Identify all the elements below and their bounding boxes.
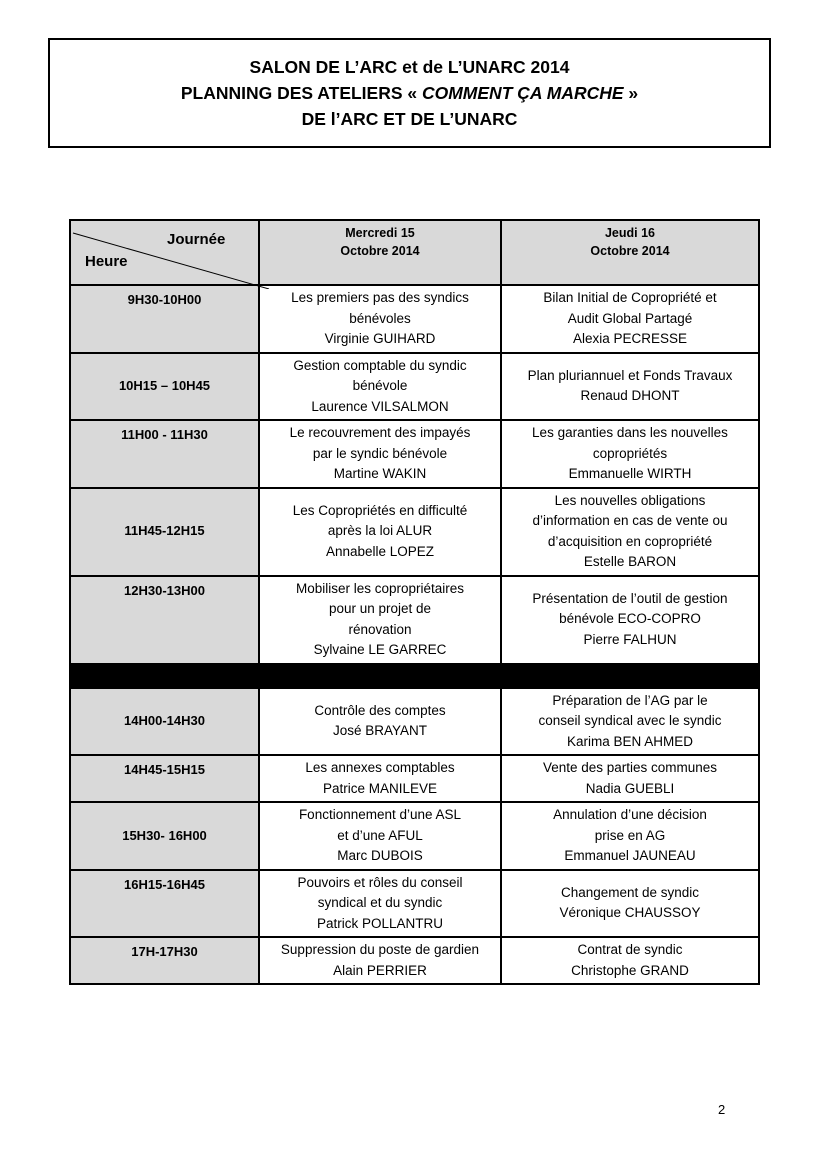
day-name: Mercredi 15 <box>345 226 415 240</box>
time-slot: 12H30-13H00 <box>70 576 259 664</box>
workshop-line: rénovation <box>348 621 412 637</box>
workshop-cell-thursday <box>501 420 759 488</box>
table-row <box>70 353 759 421</box>
workshop-line: Renaud DHONT <box>580 388 680 404</box>
workshop-line: Nadia GUEBLI <box>585 780 675 796</box>
workshop-line: José BRAYANT <box>332 723 428 739</box>
time-slot: 10H15 – 10H45 <box>70 353 259 421</box>
workshop-line: Suppression du poste de gardien <box>280 942 480 957</box>
lunch-break-cell <box>501 664 759 688</box>
workshop-line: Vente des parties communes <box>542 760 718 775</box>
workshop-cell-wednesday <box>259 802 501 870</box>
workshop-line: Laurence VILSALMON <box>311 398 449 414</box>
title-line-2-suffix: » <box>623 83 639 103</box>
workshop-line: Changement de syndic <box>560 884 700 900</box>
workshop-line: bénévoles <box>349 310 411 326</box>
workshop-line: Emmanuel JAUNEAU <box>564 848 696 863</box>
time-slot: 15H30- 16H00 <box>70 802 259 870</box>
time-slot: 9H30-10H00 <box>70 285 259 353</box>
workshop-cell-thursday <box>501 755 759 802</box>
day-header-thursday <box>501 220 759 285</box>
title-line-1: SALON DE L’ARC et de L’UNARC 2014 <box>249 57 570 77</box>
lunch-break-row <box>70 664 759 688</box>
workshop-line: Alexia PECRESSE <box>572 331 688 346</box>
workshop-line: syndical et du syndic <box>317 895 443 910</box>
workshop-line: pour un projet de <box>328 601 432 616</box>
workshop-line: Présentation de l’outil de gestion <box>532 590 728 606</box>
workshop-line: Contrat de syndic <box>577 942 683 957</box>
workshop-cell-thursday <box>501 488 759 576</box>
workshop-cell-wednesday <box>259 353 501 421</box>
workshop-cell-wednesday <box>259 420 501 488</box>
workshop-line: conseil syndical avec le syndic <box>538 713 722 728</box>
time-slot: 11H45-12H15 <box>70 488 259 576</box>
table-row <box>70 285 759 353</box>
workshop-line: Emmanuelle WIRTH <box>568 466 692 481</box>
workshop-line: Annabelle LOPEZ <box>325 543 435 559</box>
workshop-line: Plan pluriannuel et Fonds Travaux <box>527 367 733 383</box>
workshop-cell-thursday <box>501 688 759 756</box>
heure-label: Heure <box>85 253 128 270</box>
workshop-line: Mobiliser les copropriétaires <box>295 580 465 596</box>
page-number: 2 <box>718 1102 726 1117</box>
workshop-line: Préparation de l’AG par le <box>552 692 708 708</box>
time-slot: 14H45-15H15 <box>70 755 259 802</box>
workshop-line: Les annexes comptables <box>305 760 455 775</box>
workshop-cell-thursday <box>501 802 759 870</box>
title-line-3: DE l’ARC ET DE L’UNARC <box>301 109 518 129</box>
table-row <box>70 420 759 488</box>
workshop-line: et d’une AFUL <box>337 827 423 843</box>
time-slot: 16H15-16H45 <box>70 870 259 938</box>
day-name: Jeudi 16 <box>604 226 656 240</box>
workshop-line: prise en AG <box>594 827 666 843</box>
table-row <box>70 755 759 802</box>
workshop-line: Sylvaine LE GARREC <box>313 642 447 657</box>
workshop-line: Véronique CHAUSSOY <box>559 905 701 921</box>
table-row <box>70 576 759 664</box>
lunch-break-cell <box>259 664 501 688</box>
day-month: Octobre 2014 <box>590 244 670 258</box>
workshop-line: Les nouvelles obligations <box>554 492 706 508</box>
table-row <box>70 802 759 870</box>
workshop-cell-wednesday <box>259 576 501 664</box>
header-row <box>70 220 759 285</box>
workshop-line: Le recouvrement des impayés <box>289 425 471 440</box>
workshop-cell-thursday <box>501 937 759 984</box>
time-slot: 14H00-14H30 <box>70 688 259 756</box>
workshop-line: Les premiers pas des syndics <box>291 290 469 305</box>
workshop-line: d’information en cas de vente ou <box>532 513 728 528</box>
workshop-line: Pouvoirs et rôles du conseil <box>297 874 463 890</box>
workshop-line: copropriétés <box>592 445 668 461</box>
workshop-line: après la loi ALUR <box>327 523 433 539</box>
workshop-cell-thursday <box>501 285 759 353</box>
workshop-line: Patrice MANILEVE <box>322 780 438 796</box>
workshop-line: Alain PERRIER <box>333 962 427 978</box>
workshop-line: Martine WAKIN <box>333 466 427 481</box>
schedule-rows <box>70 285 759 984</box>
journee-label: Journée <box>167 231 226 248</box>
workshop-cell-thursday <box>501 870 759 938</box>
workshop-line: bénévole <box>352 378 408 393</box>
workshop-line: d’acquisition en copropriété <box>547 533 713 549</box>
schedule-table <box>69 219 760 985</box>
title-line-2-prefix: PLANNING DES ATELIERS « <box>180 83 422 103</box>
workshop-line: Virginie GUIHARD <box>324 331 436 346</box>
workshop-cell-wednesday <box>259 937 501 984</box>
workshop-line: Estelle BARON <box>583 554 677 569</box>
workshop-line: Pierre FALHUN <box>583 631 677 647</box>
workshop-line: Les Copropriétés en difficulté <box>292 502 468 518</box>
table-row <box>70 488 759 576</box>
workshop-line: Annulation d’une décision <box>553 807 707 822</box>
workshop-line: Bilan Initial de Copropriété et <box>543 290 717 305</box>
workshop-cell-thursday <box>501 353 759 421</box>
workshop-line: Gestion comptable du syndic <box>293 357 467 373</box>
workshop-line: Karima BEN AHMED <box>566 733 694 749</box>
workshop-line: Fonctionnement d’une ASL <box>298 807 462 822</box>
workshop-line: Patrick POLLANTRU <box>316 915 444 931</box>
table-row <box>70 937 759 984</box>
workshop-cell-wednesday <box>259 488 501 576</box>
time-slot: 17H-17H30 <box>70 937 259 984</box>
title-line-2-italic: COMMENT ÇA MARCHE <box>421 83 624 103</box>
workshop-line: par le syndic bénévole <box>312 445 448 461</box>
workshop-cell-thursday <box>501 576 759 664</box>
workshop-cell-wednesday <box>259 688 501 756</box>
workshop-line: Marc DUBOIS <box>337 848 423 863</box>
workshop-line: Christophe GRAND <box>571 962 689 978</box>
workshop-cell-wednesday <box>259 755 501 802</box>
workshop-line: bénévole ECO-COPRO <box>559 611 701 627</box>
table-row <box>70 870 759 938</box>
time-slot: 11H00 - 11H30 <box>70 420 259 488</box>
lunch-break-cell <box>70 664 259 688</box>
day-month: Octobre 2014 <box>340 244 420 258</box>
workshop-line: Audit Global Partagé <box>567 310 693 326</box>
title-line-2 <box>181 80 638 106</box>
workshop-line: Contrôle des comptes <box>314 702 446 718</box>
workshop-line: Les garanties dans les nouvelles <box>532 425 728 440</box>
table-row <box>70 688 759 756</box>
workshop-cell-wednesday <box>259 870 501 938</box>
title-box <box>48 38 771 148</box>
workshop-cell-wednesday <box>259 285 501 353</box>
corner-cell <box>70 220 259 285</box>
day-header-wednesday <box>259 220 501 285</box>
